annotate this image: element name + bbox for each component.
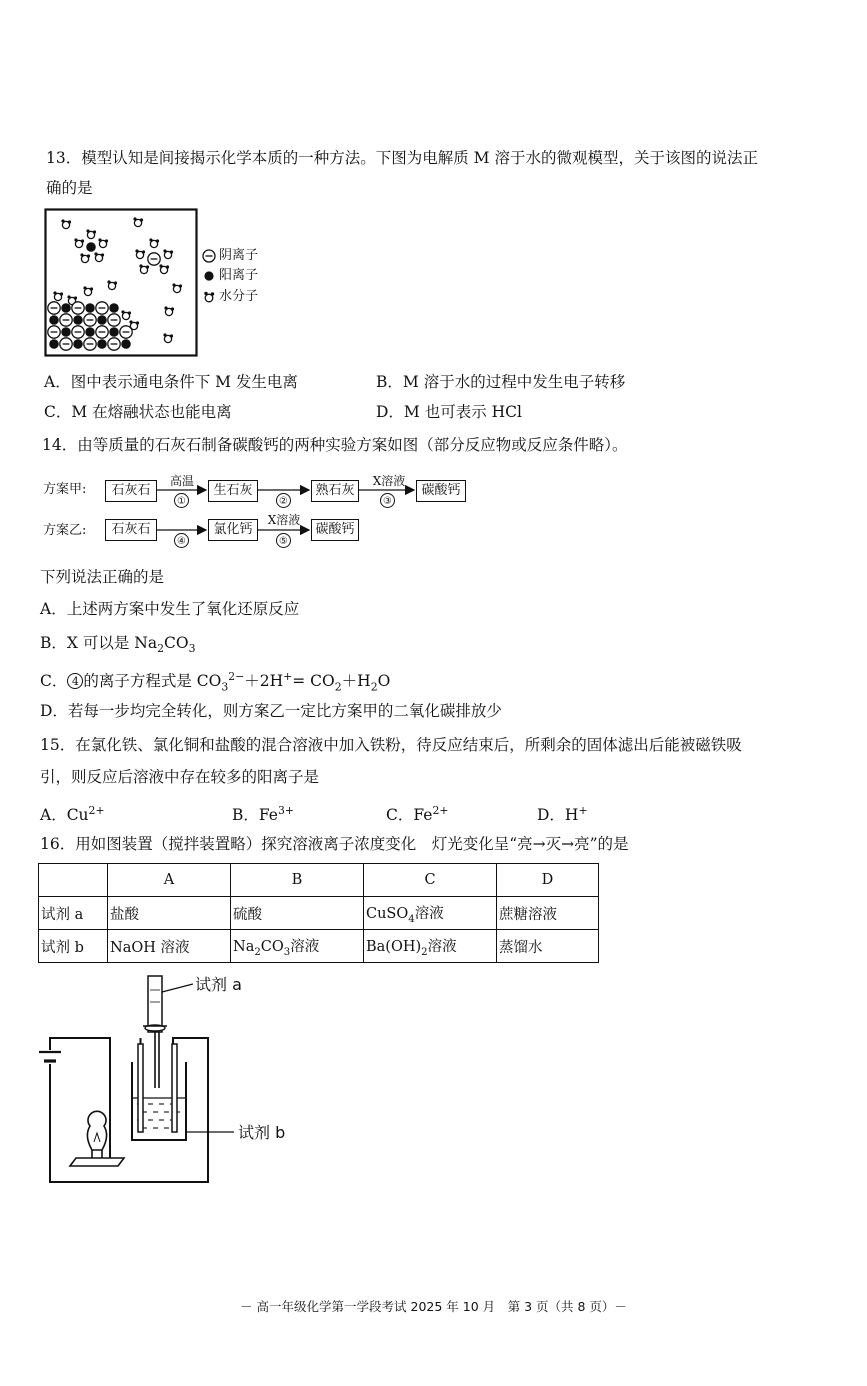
- cell-b-C: $Ba(OH)_2$溶液: [364, 930, 497, 963]
- box-slaked-lime: 熟石灰: [311, 480, 359, 502]
- step-3: ③: [380, 493, 395, 508]
- plan-b-label: 方案乙:: [43, 523, 87, 538]
- q14-option-a: A．上述两方案中发生了氧化还原反应: [40, 600, 300, 618]
- box-limestone-a: 石灰石: [105, 480, 157, 502]
- box-quicklime: 生石灰: [208, 480, 258, 502]
- table-header-c: C: [364, 864, 497, 897]
- q13-option-c: C．M 在熔融状态也能电离: [44, 403, 232, 421]
- cell-a-D: 蔗糖溶液: [497, 897, 599, 930]
- reagent-b-label: 试剂 b: [238, 1123, 286, 1142]
- q15-option-c: C．$Fe^{2+}$: [386, 804, 449, 825]
- micro-model-diagram: [44, 208, 200, 360]
- water-legend-label: 水分子: [219, 289, 259, 304]
- q14-option-b: B．X 可以是 $Na_2CO_3$: [40, 634, 196, 656]
- cell-a-C: CuSO$_4$溶液: [364, 897, 497, 930]
- table-row: [39, 897, 599, 930]
- q13-stem-line2: 确的是: [46, 179, 93, 197]
- q14-stem: 14．由等质量的石灰石制备碳酸钙的两种实验方案如图（部分反应物或反应条件略）。: [42, 436, 628, 454]
- cell-b-D: 蒸馏水: [497, 930, 599, 963]
- row-label-b: 试剂 b: [39, 930, 108, 963]
- cation-legend-label: 阳离子: [219, 268, 259, 283]
- step-1: ①: [174, 493, 189, 508]
- x-solution-label-a: X溶液: [372, 474, 406, 488]
- step-2: ②: [276, 493, 291, 508]
- q14-option-d: D．若每一步均完全转化，则方案乙一定比方案甲的二氧化碳排放少: [40, 702, 502, 720]
- step-5: ⑤: [276, 533, 291, 548]
- table-header-d: D: [497, 864, 599, 897]
- box-caco3-b: 碳酸钙: [311, 519, 359, 541]
- x-solution-label-b: X溶液: [267, 513, 301, 527]
- q13-stem-line1: 13．模型认知是间接揭示化学本质的一种方法。下图为电解质 M 溶于水的微观模型，关于该图的说法正: [46, 149, 758, 167]
- q13-option-d: D．M 也可表示 HCl: [376, 403, 522, 421]
- q15-stem-line2: 引，则反应后溶液中存在较多的阳离子是: [40, 768, 320, 786]
- reagent-table: [38, 863, 599, 963]
- table-header-b: B: [231, 864, 364, 897]
- table-row: [39, 930, 599, 963]
- high-temp-label: 高温: [169, 474, 194, 488]
- table-header-row: [39, 864, 599, 897]
- cation-legend-icon: [201, 268, 217, 284]
- table-header-blank: [39, 864, 108, 897]
- q13-option-b: B．M 溶于水的过程中发生电子转移: [376, 373, 626, 391]
- q15-option-d: D．H+: [537, 804, 588, 825]
- water-legend-icon: [201, 288, 217, 304]
- q14-prompt: 下列说法正确的是: [40, 568, 165, 586]
- cell-a-B: 硫酸: [231, 897, 364, 930]
- step-4: ④: [174, 533, 189, 548]
- cell-b-B: $Na_2CO_3$溶液: [231, 930, 364, 963]
- table-header-a: A: [108, 864, 231, 897]
- plan-a-label: 方案甲:: [43, 482, 87, 497]
- reagent-a-label: 试剂 a: [195, 975, 242, 994]
- q16-stem: 16．用如图装置（搅拌装置略）探究溶液离子浓度变化 灯光变化呈“亮→灭→亮”的是: [40, 835, 629, 853]
- conductivity-apparatus: [38, 970, 258, 1190]
- q15-stem-line1: 15．在氯化铁、氯化铜和盐酸的混合溶液中加入铁粉，待反应结束后，所剩余的固体滤出后能被磁铁吸: [40, 736, 742, 754]
- q14-option-c: C． 4 的离子方程式是 $CO_3^{2-}+2H^+= CO_2+H_2O$: [40, 670, 391, 694]
- row-label-a: 试剂 a: [39, 897, 108, 930]
- page-footer: － 高一年级化学第一学段考试 2025 年 10 月 第 3 页（共 8 页）－: [240, 1299, 627, 1314]
- q15-option-b: B．$Fe^{3+}$: [232, 804, 294, 825]
- box-caco3-a: 碳酸钙: [416, 480, 466, 502]
- cell-b-A: NaOH 溶液: [108, 930, 231, 963]
- anion-legend-icon: [201, 248, 217, 264]
- cell-a-A: 盐酸: [108, 897, 231, 930]
- anion-legend-label: 阴离子: [219, 248, 259, 263]
- q15-option-a: A．$Cu^{2+}$: [40, 804, 105, 825]
- q13-option-a: A．图中表示通电条件下 M 发生电离: [44, 373, 298, 391]
- box-limestone-b: 石灰石: [105, 519, 157, 541]
- box-cacl2: 氯化钙: [208, 519, 258, 541]
